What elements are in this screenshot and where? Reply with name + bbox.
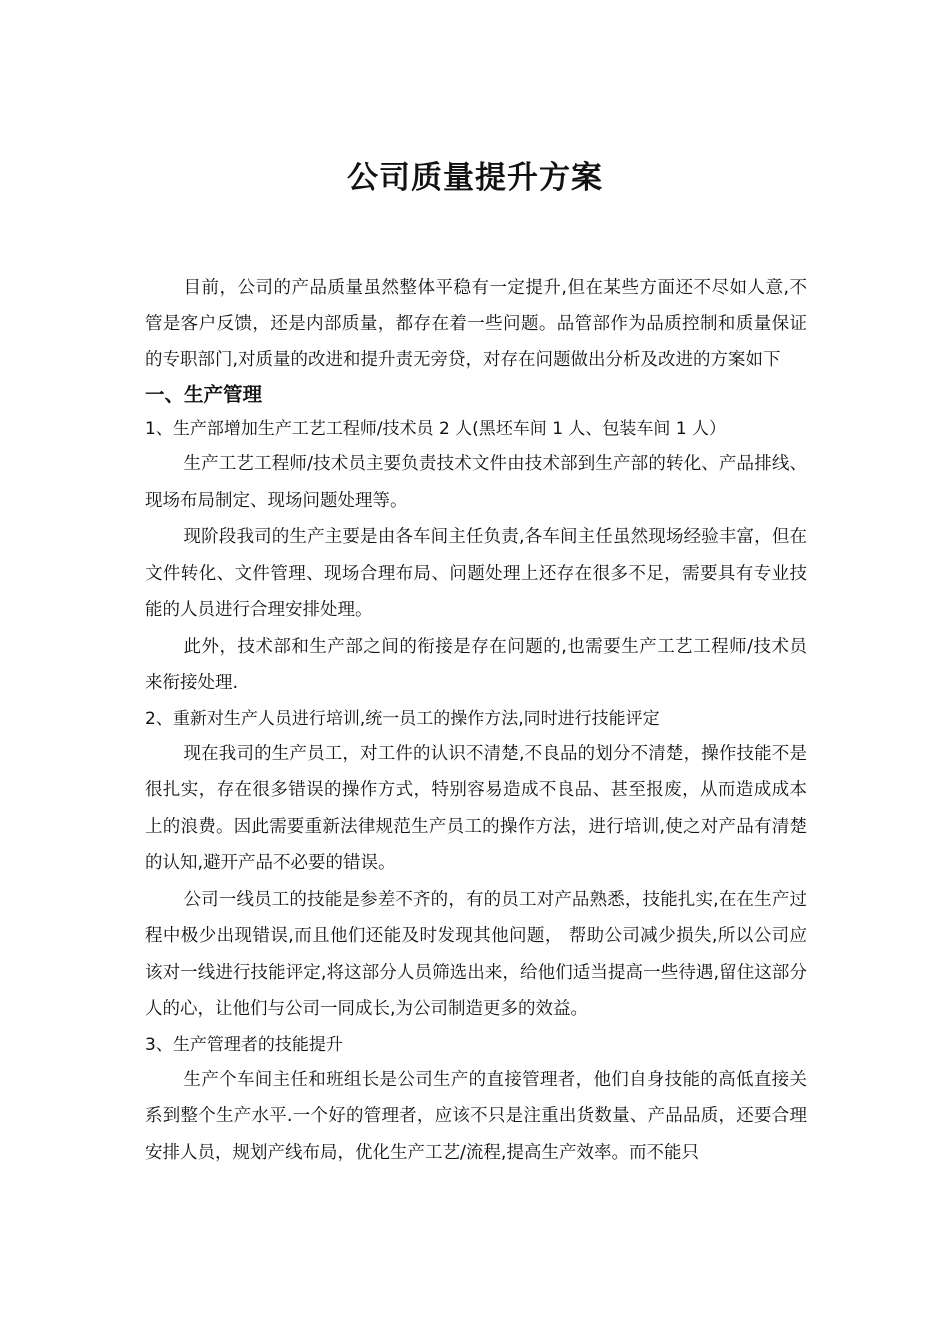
item-1-paragraph: 此外，技术部和生产部之间的衔接是存在问题的,也需要生产工艺工程师/技术员来衔接处理. (145, 636, 807, 693)
item-3-paragraph: 生产个车间主任和班组长是公司生产的直接管理者，他们自身技能的高低直接关系到整个生产水平.一个好的管理者，应该不只是注重出货数量、产品品质，还要合理安排人员，规划产线布局，优化生产工艺/流程,提高生产效率。而不能只 (145, 1069, 807, 1163)
section-heading-production-management: 一、生产管理 (145, 383, 263, 406)
item-1-paragraph: 现阶段我司的生产主要是由各车间主任负责,各车间主任虽然现场经验丰富，但在文件转化、文件管理、现场合理布局、问题处理上还存在很多不足，需要具有专业技能的人员进行合理安排处理。 (145, 527, 807, 620)
intro-paragraph: 目前，公司的产品质量虽然整体平稳有一定提升,但在某些方面还不尽如人意,不管是客户反馈，还是内部质量，都存在着一些问题。品管部作为品质控制和质量保证的专职部门,对质量的改进和提升责无旁贷，对存在问题做出分析及改进的方案如下 (145, 278, 807, 370)
document-title: 公司质量提升方案 (347, 160, 603, 196)
item-2-paragraph: 公司一线员工的技能是参差不齐的，有的员工对产品熟悉，技能扎实,在在生产过程中极少出现错误,而且他们还能及时发现其他问题， 帮助公司减少损失,所以公司应该对一线进行技能评定,将这部分人员筛选出来，给他们适当提高一些待遇,留住这部分人的心，让他们与公司一同成长,为公司制造更多的效益。 (145, 889, 807, 1019)
item-2-paragraph: 现在我司的生产员工，对工件的认识不清楚,不良品的划分不清楚，操作技能不是很扎实，存在很多错误的操作方式，特别容易造成不良品、甚至报废，从而造成成本上的浪费。因此需要重新法律规范生产员工的操作方法，进行培训,使之对产品有清楚的认知,避开产品不必要的错误。 (145, 743, 807, 873)
item-1-paragraph: 生产工艺工程师/技术员主要负责技术文件由技术部到生产部的转化、产品排线、现场布局制定、现场问题处理等。 (145, 454, 807, 511)
item-heading-1: 1、生产部增加生产工艺工程师/技术员 2 人(黑坯车间 1 人、包装车间 1 人） (145, 419, 727, 439)
item-heading-2: 2、重新对生产人员进行培训,统一员工的操作方法,同时进行技能评定 (145, 708, 660, 729)
item-heading-3: 3、生产管理者的技能提升 (145, 1034, 343, 1055)
document-body (145, 270, 807, 1171)
